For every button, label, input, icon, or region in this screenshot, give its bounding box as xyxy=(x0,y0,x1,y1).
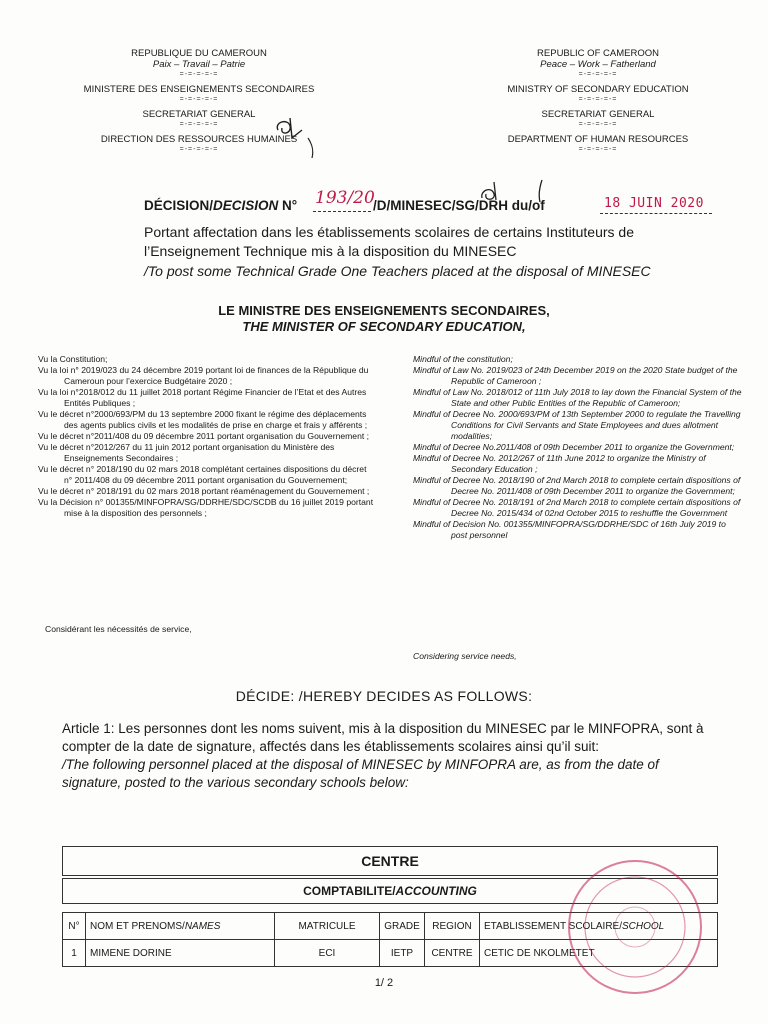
article-1 xyxy=(62,720,718,792)
considering-en: Considering service needs, xyxy=(413,651,517,661)
col-no: N° xyxy=(63,913,86,940)
vu-item: Vu la loi n°2018/012 du 11 juillet 2018 portant Régime Financier de l’Etat et des Autres Entités Publiques ; xyxy=(38,387,367,408)
vus-fr-list xyxy=(36,354,376,519)
vu-item: Vu le décret n°2000/693/PM du 13 septembre 2000 fixant le régime des déplacements des agents publics civils et les modalités de prise en charge et frais y afférents ; xyxy=(38,409,368,430)
handwritten-number: 193/20 xyxy=(315,188,375,208)
vu-item: Vu la Constitution; xyxy=(38,354,108,364)
decision-label-en: DECISION xyxy=(213,198,279,213)
decision-reference: /D/MINESEC/SG/DRH du/of xyxy=(373,198,545,213)
separator: =-=-=-=-= xyxy=(179,121,219,128)
separator: =-=-=-=-= xyxy=(179,146,219,153)
minister-fr: LE MINISTRE DES ENSEIGNEMENTS SECONDAIRES, xyxy=(218,303,550,318)
header-en xyxy=(470,48,726,154)
ministry-fr: MINISTERE DES ENSEIGNEMENTS SECONDAIRES xyxy=(83,84,315,95)
col-matricule: MATRICULE xyxy=(275,913,380,940)
article-1-en-text: /The following personnel placed at the disposal of MINESEC by MINFOPRA are, as from the date of signature, posted to the various secondary schools below: xyxy=(62,757,659,790)
vu-item: Vu le décret n° 2018/190 du 02 mars 2018 complétant certaines dispositions du décret n° 2011/408 du 09 décembre 2011 portant organisation du Gouvernement; xyxy=(38,464,367,485)
mindful-item: Mindful of Decree No. 2018/191 of 2nd March 2018 to complete certain dispositions of Decree No. 2015/434 of 02nd October 2015 to reshuffle the Government xyxy=(413,497,741,518)
page-number: 1/ 2 xyxy=(374,977,394,989)
cell-no: 1 xyxy=(63,940,86,967)
direction-fr: DIRECTION DES RESSOURCES HUMAINES xyxy=(100,134,298,145)
handwritten-initials xyxy=(270,108,330,158)
motto-en: Peace – Work – Fatherland xyxy=(540,59,656,70)
mindful-item: Mindful of Decree No.2011/408 of 09th December 2011 to organize the Government; xyxy=(413,442,735,452)
number-underline xyxy=(313,211,371,212)
date-stamp: 18 JUIN 2020 xyxy=(604,196,704,211)
col-school-en: SCHOOL xyxy=(622,920,665,932)
decision-no: N° xyxy=(278,198,298,213)
region-title: CENTRE xyxy=(62,846,718,876)
mindful-item: Mindful of the constitution; xyxy=(413,354,513,364)
ministry-en: MINISTRY OF SECONDARY EDUCATION xyxy=(507,84,689,95)
cell-matricule: ECI xyxy=(275,940,380,967)
col-region: REGION xyxy=(425,913,480,940)
article-1-fr xyxy=(62,720,718,756)
country-fr: REPUBLIQUE DU CAMEROUN xyxy=(131,48,267,59)
decision-label-fr: DÉCISION/ xyxy=(144,198,214,213)
cell-school: CETIC DE NKOLMETET xyxy=(480,940,718,967)
mindful-item: Mindful of Decision No. 001355/MINFOPRA/SG/DDRHE/SDC of 16th July 2019 to post personnel xyxy=(413,519,726,540)
subject-fr-line1: Portant affectation dans les établissements scolaires de certains Instituteurs de xyxy=(144,224,635,240)
separator: =-=-=-=-= xyxy=(578,71,618,78)
decide-heading: DÉCIDE: /HEREBY DECIDES AS FOLLOWS: xyxy=(235,688,533,704)
separator: =-=-=-=-= xyxy=(179,96,219,103)
vu-item: Vu la Décision n° 001355/MINFOPRA/SG/DDRHE/SDC/SCDB du 16 juillet 2019 portant mise à la disposition des personnels ; xyxy=(38,497,374,518)
separator: =-=-=-=-= xyxy=(578,146,618,153)
separator: =-=-=-=-= xyxy=(578,96,618,103)
cell-grade: IETP xyxy=(380,940,425,967)
article-1-fr-text: Les personnes dont les noms suivent, mis à la disposition du MINESEC par le MINFOPRA, sont à compter de la date de signature, affectés dans les établissements scolaires ainsi qu’il suit: xyxy=(62,721,704,754)
separator: =-=-=-=-= xyxy=(578,121,618,128)
decision-title xyxy=(144,198,297,213)
cell-region: CENTRE xyxy=(425,940,480,967)
separator: =-=-=-=-= xyxy=(179,71,219,78)
minister-en: THE MINISTER OF SECONDARY EDUCATION, xyxy=(242,319,526,334)
col-school-fr: ETABLISSEMENT SCOLAIRE/ xyxy=(484,920,623,932)
mindful-item: Mindful of Law No. 2018/012 of 11th July 2018 to lay down the Financial System of the State and other Public Entities of the Republic of Cameroon; xyxy=(413,387,742,408)
mindful-item: Mindful of Decree No. 2018/190 of 2nd March 2018 to complete certain dispositions of Decree No. 2011/408 of 09th December 2011 to organize the Government; xyxy=(413,475,741,496)
minister-heading xyxy=(0,303,768,335)
subject-en: /To post some Technical Grade One Teachers placed at the disposal of MINESEC xyxy=(144,263,651,279)
motto-fr: Paix – Travail – Patrie xyxy=(152,59,246,70)
country-en: REPUBLIC OF CAMEROON xyxy=(537,48,659,59)
vu-item: Vu la loi n° 2019/023 du 24 décembre 2019 portant loi de finances de la République du Cameroun pour l’exercice Budgétaire 2020 ; xyxy=(38,365,369,386)
vu-item: Vu le décret n°2011/408 du 09 décembre 2011 portant organisation du Gouvernement ; xyxy=(38,431,370,441)
considerant-fr: Considérant les nécessités de service, xyxy=(45,624,192,634)
handwritten-marks xyxy=(476,176,556,206)
mindful-en-list xyxy=(413,354,743,541)
article-label: Article 1: xyxy=(62,721,115,736)
department-en: DEPARTMENT OF HUMAN RESOURCES xyxy=(507,134,689,145)
col-name-fr: NOM ET PRENOMS/ xyxy=(90,920,185,932)
secretariat-en: SECRETARIAT GENERAL xyxy=(541,109,655,120)
section-en: ACCOUNTING xyxy=(395,884,477,898)
vu-item: Vu le décret n° 2018/191 du 02 mars 2018 portant réaménagement du Gouvernement ; xyxy=(38,486,370,496)
cell-name: MIMENE DORINE xyxy=(86,940,275,967)
vu-item: Vu le décret n°2012/267 du 11 juin 2012 portant organisation du Ministère des Enseignements Secondaires ; xyxy=(38,442,335,463)
col-name-en: NAMES xyxy=(184,920,221,932)
mindful-item: Mindful of Law No. 2019/023 of 24th December 2019 on the 2020 State budget of the Republic of Cameroon ; xyxy=(413,365,738,386)
date-underline xyxy=(600,213,712,214)
col-grade: GRADE xyxy=(380,913,425,940)
mindful-item: Mindful of Decree No. 2012/267 of 11th June 2012 to organize the Ministry of Secondary Education ; xyxy=(413,453,706,474)
mindful-item: Mindful of Decree No. 2000/693/PM of 13th September 2000 to regulate the Travelling Conditions for Civil Servants and State Employees and dues allotment modalities; xyxy=(413,409,741,441)
col-name xyxy=(86,913,275,940)
section-fr: COMPTABILITE/ xyxy=(303,884,396,898)
secretariat-fr: SECRETARIAT GENERAL xyxy=(142,109,256,120)
subject-fr-line2: l’Enseignement Technique mis à la disposition du MINESEC xyxy=(144,243,517,259)
